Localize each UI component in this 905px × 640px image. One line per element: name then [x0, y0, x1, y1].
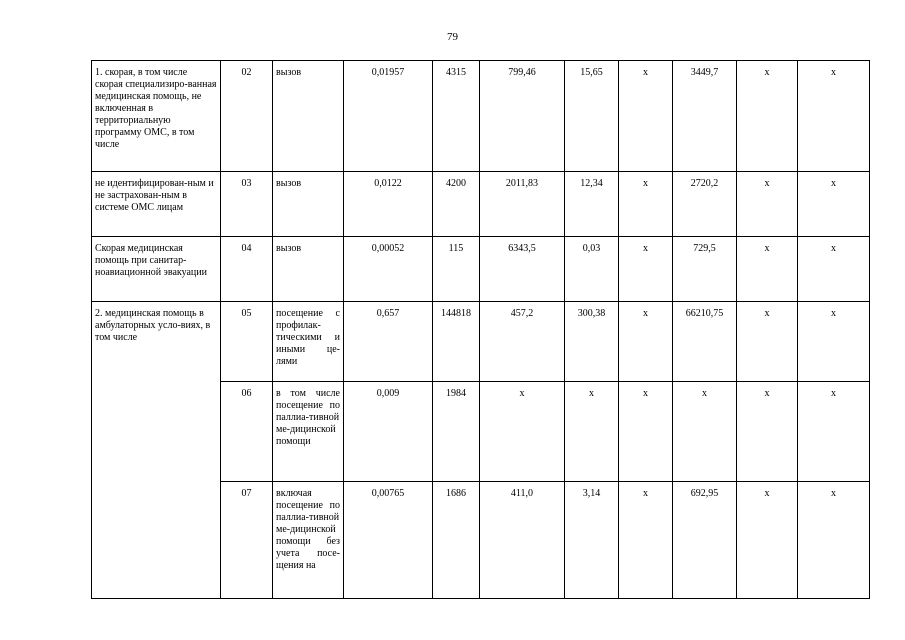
- cell-value: х: [798, 302, 870, 382]
- cell-value: 4200: [433, 172, 480, 237]
- cell-value: х: [619, 302, 673, 382]
- row-unit: вызов: [273, 237, 344, 302]
- row-code: 06: [221, 382, 273, 482]
- cell-value: 411,0: [480, 482, 565, 599]
- table-row: [92, 61, 870, 172]
- cell-value: х: [619, 61, 673, 172]
- cell-value: х: [619, 237, 673, 302]
- row-code: 05: [221, 302, 273, 382]
- cell-value: х: [737, 61, 798, 172]
- cell-value: х: [619, 172, 673, 237]
- cell-value: 2720,2: [673, 172, 737, 237]
- cell-value: 0,00765: [344, 482, 433, 599]
- cell-value: х: [798, 237, 870, 302]
- row-code: 04: [221, 237, 273, 302]
- row-unit: включая посещение по паллиа-тивной ме-дицинской помощи без учета посе-щения на: [273, 482, 344, 599]
- cell-value: 457,2: [480, 302, 565, 382]
- cell-value: х: [798, 482, 870, 599]
- row-unit: вызов: [273, 172, 344, 237]
- cell-value: х: [619, 482, 673, 599]
- cell-value: 144818: [433, 302, 480, 382]
- cell-value: х: [673, 382, 737, 482]
- row-code: 07: [221, 482, 273, 599]
- row-code: 02: [221, 61, 273, 172]
- cell-value: х: [798, 172, 870, 237]
- table-row: [92, 302, 870, 382]
- table-row: [92, 172, 870, 237]
- cell-value: 799,46: [480, 61, 565, 172]
- cell-value: 729,5: [673, 237, 737, 302]
- row-unit: вызов: [273, 61, 344, 172]
- cell-value: 115: [433, 237, 480, 302]
- cell-value: х: [798, 61, 870, 172]
- cell-value: 3,14: [565, 482, 619, 599]
- row-name: 1. скорая, в том числе скорая специализиро-ванная медицинская помощь, не включенная в территориальную программу ОМС, в том числе: [92, 61, 221, 172]
- row-name: 2. медицинская помощь в амбулаторных усло-виях, в том числе: [92, 302, 221, 599]
- cell-value: 3449,7: [673, 61, 737, 172]
- row-name: Скорая медицинская помощь при санитар-ноавиационной эвакуации: [92, 237, 221, 302]
- cell-value: х: [737, 237, 798, 302]
- cell-value: 1686: [433, 482, 480, 599]
- data-table: [91, 60, 870, 599]
- cell-value: 692,95: [673, 482, 737, 599]
- cell-value: 300,38: [565, 302, 619, 382]
- cell-value: х: [737, 172, 798, 237]
- cell-value: х: [798, 382, 870, 482]
- cell-value: 15,65: [565, 61, 619, 172]
- row-unit: посещение с профилак-тическими и иными це-лями: [273, 302, 344, 382]
- cell-value: 1984: [433, 382, 480, 482]
- cell-value: 0,03: [565, 237, 619, 302]
- cell-value: 0,657: [344, 302, 433, 382]
- cell-value: 12,34: [565, 172, 619, 237]
- cell-value: 0,01957: [344, 61, 433, 172]
- cell-value: 6343,5: [480, 237, 565, 302]
- cell-value: х: [480, 382, 565, 482]
- cell-value: 4315: [433, 61, 480, 172]
- cell-value: х: [619, 382, 673, 482]
- cell-value: х: [737, 482, 798, 599]
- cell-value: 0,0122: [344, 172, 433, 237]
- cell-value: х: [737, 302, 798, 382]
- table-row: [92, 237, 870, 302]
- row-name: не идентифицирован-ным и не застрахован-ным в системе ОМС лицам: [92, 172, 221, 237]
- cell-value: х: [565, 382, 619, 482]
- row-code: 03: [221, 172, 273, 237]
- cell-value: 0,009: [344, 382, 433, 482]
- cell-value: 0,00052: [344, 237, 433, 302]
- cell-value: 66210,75: [673, 302, 737, 382]
- cell-value: х: [737, 382, 798, 482]
- page-number: 79: [447, 31, 458, 43]
- cell-value: 2011,83: [480, 172, 565, 237]
- row-unit: в том числе посещение по паллиа-тивной ме-дицинской помощи: [273, 382, 344, 482]
